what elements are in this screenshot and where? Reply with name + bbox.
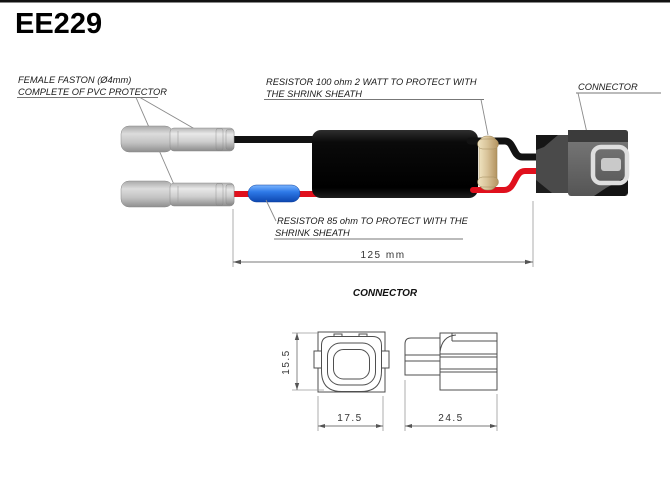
- page-title: EE229: [15, 8, 103, 40]
- faston-label-line1: FEMALE FASTON (Ø4mm): [18, 75, 132, 85]
- faston-label-line2: COMPLETE OF PVC PROTECTOR: [18, 87, 167, 97]
- resistor-85-leader: [266, 200, 276, 221]
- terminal-barrel: [170, 183, 234, 206]
- dimension-125mm-text: 125 mm: [360, 250, 406, 261]
- terminal-barrel: [170, 128, 234, 151]
- dimension-15-5-text: 15.5: [281, 349, 292, 375]
- resistor-100: [478, 136, 499, 190]
- connector-latch-button: [601, 158, 621, 171]
- crimp-ridge: [216, 129, 223, 151]
- cable-assembly: [121, 126, 628, 221]
- connector-3d: [536, 130, 628, 196]
- top-border-bar: [0, 0, 670, 3]
- connector-section-title: CONNECTOR: [352, 288, 418, 299]
- shrink-sheath: [312, 130, 478, 198]
- dimension-arrow-left: [405, 424, 412, 428]
- dimension-arrow-right: [490, 424, 497, 428]
- resistor-100-end-cap: [478, 177, 499, 187]
- dimension-17-5-text: 17.5: [337, 413, 363, 424]
- crimp-ridge: [226, 185, 234, 205]
- connector-leader: [578, 93, 587, 133]
- dimension-arrow-right: [376, 424, 383, 428]
- faston-terminal-bottom: [121, 181, 234, 207]
- resistor-85-label-line1: RESISTOR 85 ohm TO PROTECT WITH THE: [277, 216, 468, 226]
- crimp-ridge: [226, 130, 234, 150]
- pvc-protector-sleeve: [121, 181, 173, 207]
- resistor-100-label-line1: RESISTOR 100 ohm 2 WATT TO PROTECT WITH: [266, 77, 477, 87]
- dimension-24-5-text: 24.5: [438, 413, 464, 424]
- dimension-arrow-top: [295, 333, 299, 340]
- front-view-outer-profile: [322, 337, 382, 392]
- callout-resistor-85: [274, 216, 469, 239]
- side-view-front-body: [405, 338, 440, 375]
- header: [0, 0, 670, 40]
- dimension-arrow-bottom: [295, 383, 299, 390]
- connector-front-view: [314, 332, 389, 392]
- pvc-protector-sleeve: [121, 126, 173, 152]
- callout-connector: [576, 82, 661, 133]
- dimension-front-width: [318, 396, 383, 431]
- dimension-arrow-right: [525, 260, 533, 264]
- connector-callout-label: CONNECTOR: [578, 82, 638, 92]
- resistor-100-end-cap: [478, 139, 499, 149]
- faston-terminal-top: [121, 126, 234, 152]
- connector-top-band: [568, 130, 628, 142]
- callout-resistor-100: [264, 77, 488, 135]
- resistor-85-label-line2: SHRINK SHEATH: [275, 228, 350, 238]
- resistor-85: [248, 185, 300, 202]
- resistor-100-label-line2: THE SHRINK SHEATH: [266, 89, 362, 99]
- side-view-rear-body: [440, 333, 497, 390]
- dimension-arrow-left: [318, 424, 325, 428]
- connector-side-view: [405, 333, 497, 390]
- resistor-100-leader: [481, 100, 488, 136]
- crimp-ridge: [216, 184, 223, 206]
- dimension-arrow-left: [233, 260, 241, 264]
